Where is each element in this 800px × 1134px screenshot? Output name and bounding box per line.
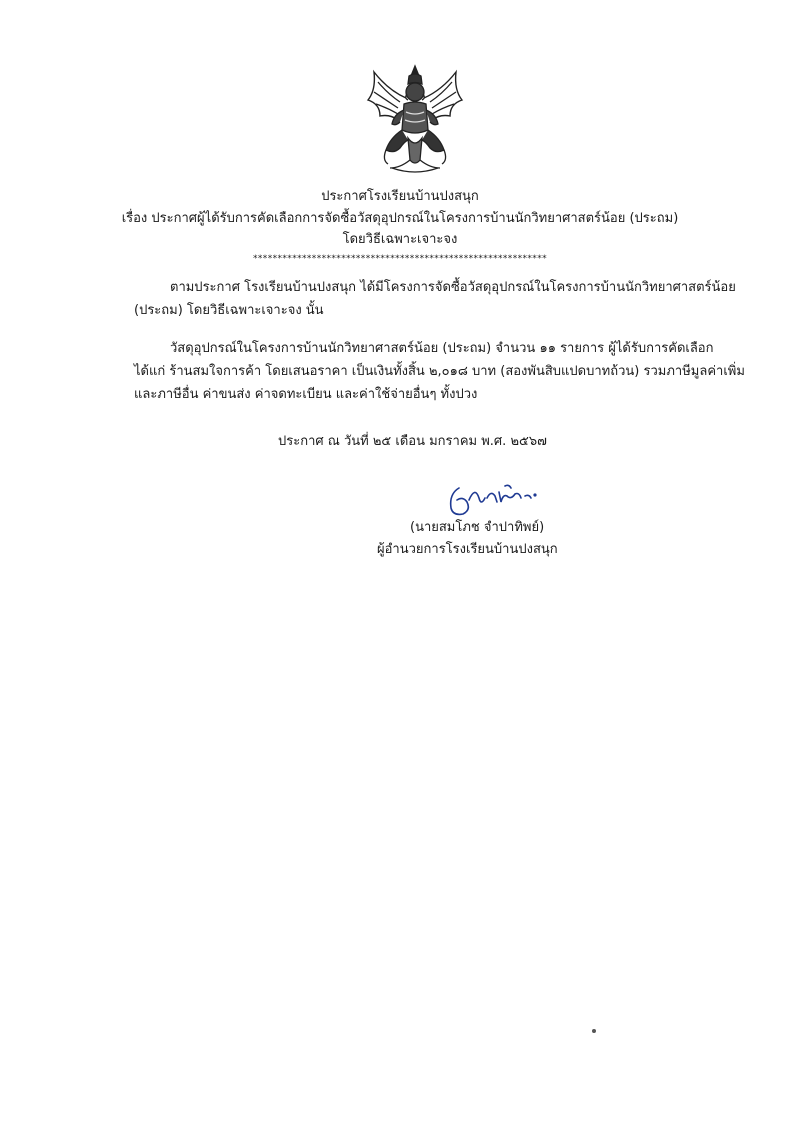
announcement-date: ประกาศ ณ วันที่ ๒๕ เดือน มกราคม พ.ศ. ๒๕๖๗	[278, 434, 547, 449]
garuda-emblem-icon	[360, 60, 470, 180]
signatory-name: (นายสมโภช จำปาทิพย์)	[410, 520, 545, 535]
separator-line: ************************************************************	[253, 254, 547, 264]
paragraph1-line1: ตามประกาศ โรงเรียนบ้านปงสนุก ได้มีโครงการจัดซื้อวัสดุอุปกรณ์ในโครงการบ้านนักวิทยาศาสตร์น้อย	[170, 280, 736, 295]
paragraph2-line2: ได้แก่ ร้านสมใจการค้า โดยเสนอราคา เป็นเงินทั้งสิ้น ๒,๐๑๘ บาท (สองพันสิบแปดบาทถ้วน) รวมภาษีมูลค่าเพิ่ม	[134, 364, 745, 379]
scan-speck	[592, 1029, 596, 1033]
signatory-position: ผู้อำนวยการโรงเรียนบ้านปงสนุก	[377, 542, 558, 557]
procurement-method: โดยวิธีเฉพาะเจาะจง	[342, 232, 458, 247]
paragraph1-line2: (ประถม) โดยวิธีเฉพาะเจาะจง นั้น	[134, 303, 324, 318]
announcement-subject: เรื่อง ประกาศผู้ได้รับการคัดเลือกการจัดซื้อวัสดุอุปกรณ์ในโครงการบ้านนักวิทยาศาสตร์น้อย (ประถม)	[121, 211, 679, 226]
announcement-title: ประกาศโรงเรียนบ้านปงสนุก	[321, 189, 479, 204]
paragraph2-line3: และภาษีอื่น ค่าขนส่ง ค่าจดทะเบียน และค่าใช้จ่ายอื่นๆ ทั้งปวง	[134, 387, 478, 402]
handwritten-signature-icon	[445, 480, 540, 520]
paragraph2-line1: วัสดุอุปกรณ์ในโครงการบ้านนักวิทยาศาสตร์น้อย (ประถม) จำนวน ๑๑ รายการ ผู้ได้รับการคัดเลือก	[170, 341, 714, 356]
